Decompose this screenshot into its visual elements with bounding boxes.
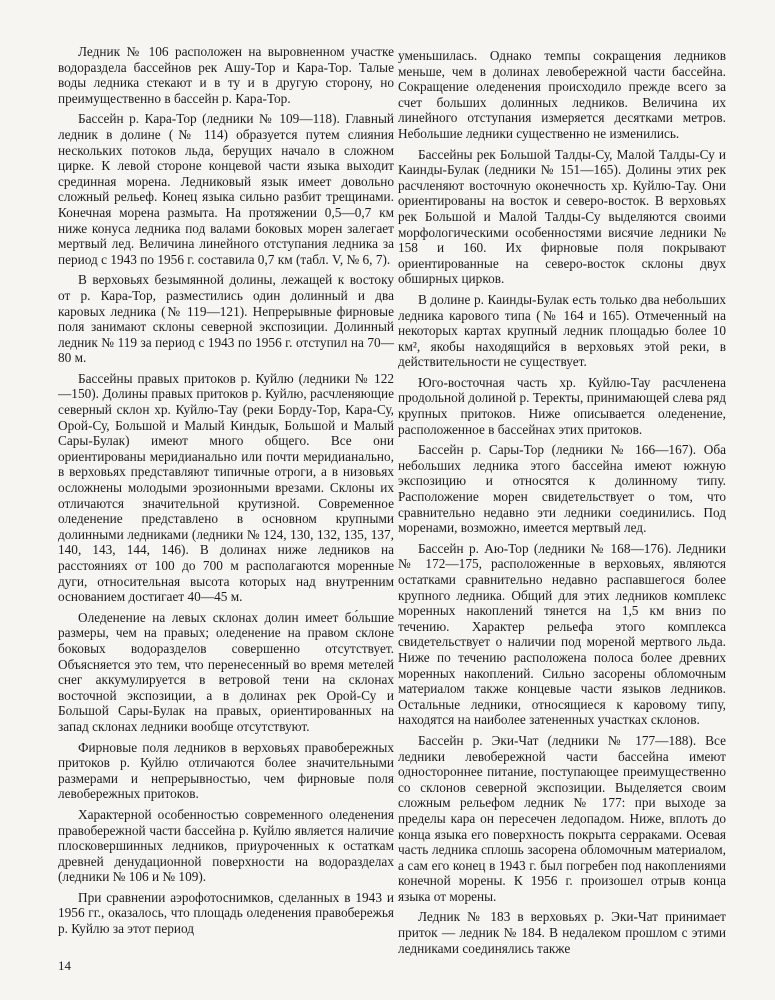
paragraph: В долине р. Каинды-Булак есть только два небольших ледника карового типа (№ 164 и 165). Отмеченный на некоторых картах крупный ледник площадью более 10 км², якобы находящийся в верховьях этой реки, в действительности не существует. <box>398 291 726 370</box>
paragraph: Бассейн р. Эки-Чат (ледники № 177—188). Все ледники левобережной части бассейна имеют одностороннее питание, поступающее преимущественно со склонов северной экспозиции. Выделяется своим сложным рельефом ледник № 177: при выходе за пределы кара он пересечен ледопадом. Ниже, вплоть до конца языка его поверхность покрыта серраками. Осевая часть ледника сплошь засорена обломочным материалом, а сам его конец в 1943 г. был погребен под накоплениями конечной морены. К 1956 г. произошел отрыв конца языка от морены. <box>398 732 726 904</box>
paragraph: В верховьях безымянной долины, лежащей к востоку от р. Кара-Тор, разместились один долинный и два каровых ледника (№ 119—121). Непрерывные фирновые поля занимают склоны северной экспозиции. Долинный ледник № 119 за период с 1943 по 1956 г. отступил на 70—80 м. <box>58 272 394 366</box>
paragraph: Ледник № 183 в верховьях р. Эки-Чат принимает приток — ледник № 184. В недалеком прошлом с этими ледниками соединялись также <box>398 909 726 956</box>
paragraph: Бассейны рек Большой Талды-Су, Малой Талды-Су и Каинды-Булак (ледники № 151—165). Долины этих рек расчленяют восточную оконечность хр. Куйлю-Тау. Они ориентированы на восток и северо-восток. В верховьях рек Большой и Малой Талды-Су выделяются своими морфологическими особенностями висячие ледники № 158 и 160. Их фирновые поля покрывают ориентированные на северо-восток склоны двух обширных цирков. <box>398 146 726 287</box>
paragraph: Бассейн р. Кара-Тор (ледники № 109—118). Главный ледник в долине (№ 114) образуется путем слияния нескольких потоков льда, берущих начало в сложном цирке. К левой стороне концевой части языка выходит срединная морена. Ледниковый язык имеет довольно сложный рельеф. Конец языка сильно разбит трещинами. Конечная морена размыта. На протяжении 0,5—0,7 км ниже конуса ледника под валами боковых морен залегает мертвый лед. Величина линейного отступания ледника за период с 1943 по 1956 г. составила 0,7 км (табл. V, № 6, 7). <box>58 111 394 267</box>
left-text-column <box>58 44 394 942</box>
paragraph: Фирновые поля ледников в верховьях правобережных притоков р. Куйлю отличаются более значительными размерами и непрерывностью, чем фирновые поля левобережных притоков. <box>58 739 394 802</box>
paragraph: При сравнении аэрофотоснимков, сделанных в 1943 и 1956 гг., оказалось, что площадь оледенения правобережья р. Куйлю за этот период <box>58 889 394 937</box>
paragraph: Бассейны правых притоков р. Куйлю (ледники № 122—150). Долины правых притоков р. Куйлю, расчленяющие северный склон хр. Куйлю-Тау (реки Борду-Тор, Кара-Су, Орой-Су, Большой и Малый Киндык, Большой и Малый Сары-Булак) имеют много общего. Все они ориентированы меридианально или почти меридианально, в верховьях представляют типичные отроги, а в низовьях осложнены молодыми эрозионными врезами. Склоны их отличаются значительной крутизной. Современное оледенение представлено в основном крупными долинными ледниками (ледники № 124, 130, 132, 135, 137, 140, 143, 144, 146). В долинах ниже ледников на расстояниях от 100 до 700 м располагаются моренные дуги, относительная высота которых над внутренним основанием достигает 40—45 м. <box>58 370 394 605</box>
right-text-column <box>398 48 726 961</box>
paragraph: Оледенение на левых склонах долин имеет бо́льшие размеры, чем на правых; оледенение на правом склоне боковых водоразделов совершенно отсутствует. Объясняется это тем, что перенесенный во время метелей снег аккумулируется в ветровой тени на склонах восточной экспозиции, а в долинах рек Орой-Су и Большой Сары-Булак на правых, ориентированных на запад склонах ледники вообще отсутствуют. <box>58 609 394 734</box>
paragraph: Характерной особенностью современного оледенения правобережной части бассейна р. Куйлю является наличие плосковершинных ледников, приуроченных к остаткам древней денудационной поверхности на водоразделах (ледники № 106 и № 109). <box>58 806 394 885</box>
paragraph: уменьшилась. Однако темпы сокращения ледников меньше, чем в долинах левобережной части бассейна. Сокращение оледенения происходило прежде всего за счет больших долинных ледников. Величина их линейного отступания измеряется десятками метров. Небольшие ледники существенно не изменились. <box>398 48 726 141</box>
paragraph: Ледник № 106 расположен на выровненном участке водораздела бассейнов рек Ашу-Тор и Кара-Тор. Талые воды ледника стекают и в ту и в другую сторону, но преимущественно в бассейн р. Кара-Тор. <box>58 44 394 106</box>
paragraph: Бассейн р. Аю-Тор (ледники № 168—176). Ледники № 172—175, расположенные в верховьях, являются остатками сравнительно недавно распавшегося более крупного ледника. Общий для этих ледников комплекс моренных накоплений тянется на 1,5 км вниз по течению. Характер рельефа этого комплекса свидетельствует о наличии под мореной мертвого льда. Ниже по течению расположена полоса более древних моренных накоплений. Сильно засорены обломочным материалом также концевые части языков ледников. Остальные ледники, относящиеся к каровому типу, находятся на наиболее затененных участках склонов. <box>398 540 726 728</box>
paragraph: Бассейн р. Сары-Тор (ледники № 166—167). Оба небольших ледника этого бассейна имеют южную экспозицию и относятся к долинному типу. Расположение морен свидетельствует о том, что сравнительно недавно эти ледники соединились. Под моренами, возможно, имеется мертвый лед. <box>398 442 726 536</box>
paragraph: Юго-восточная часть хр. Куйлю-Тау расчленена продольной долиной р. Теректы, принимающей слева ряд крупных притоков. Ниже описывается оледенение, расположенное в бассейнах этих притоков. <box>398 374 726 437</box>
page-number: 14 <box>58 958 71 973</box>
